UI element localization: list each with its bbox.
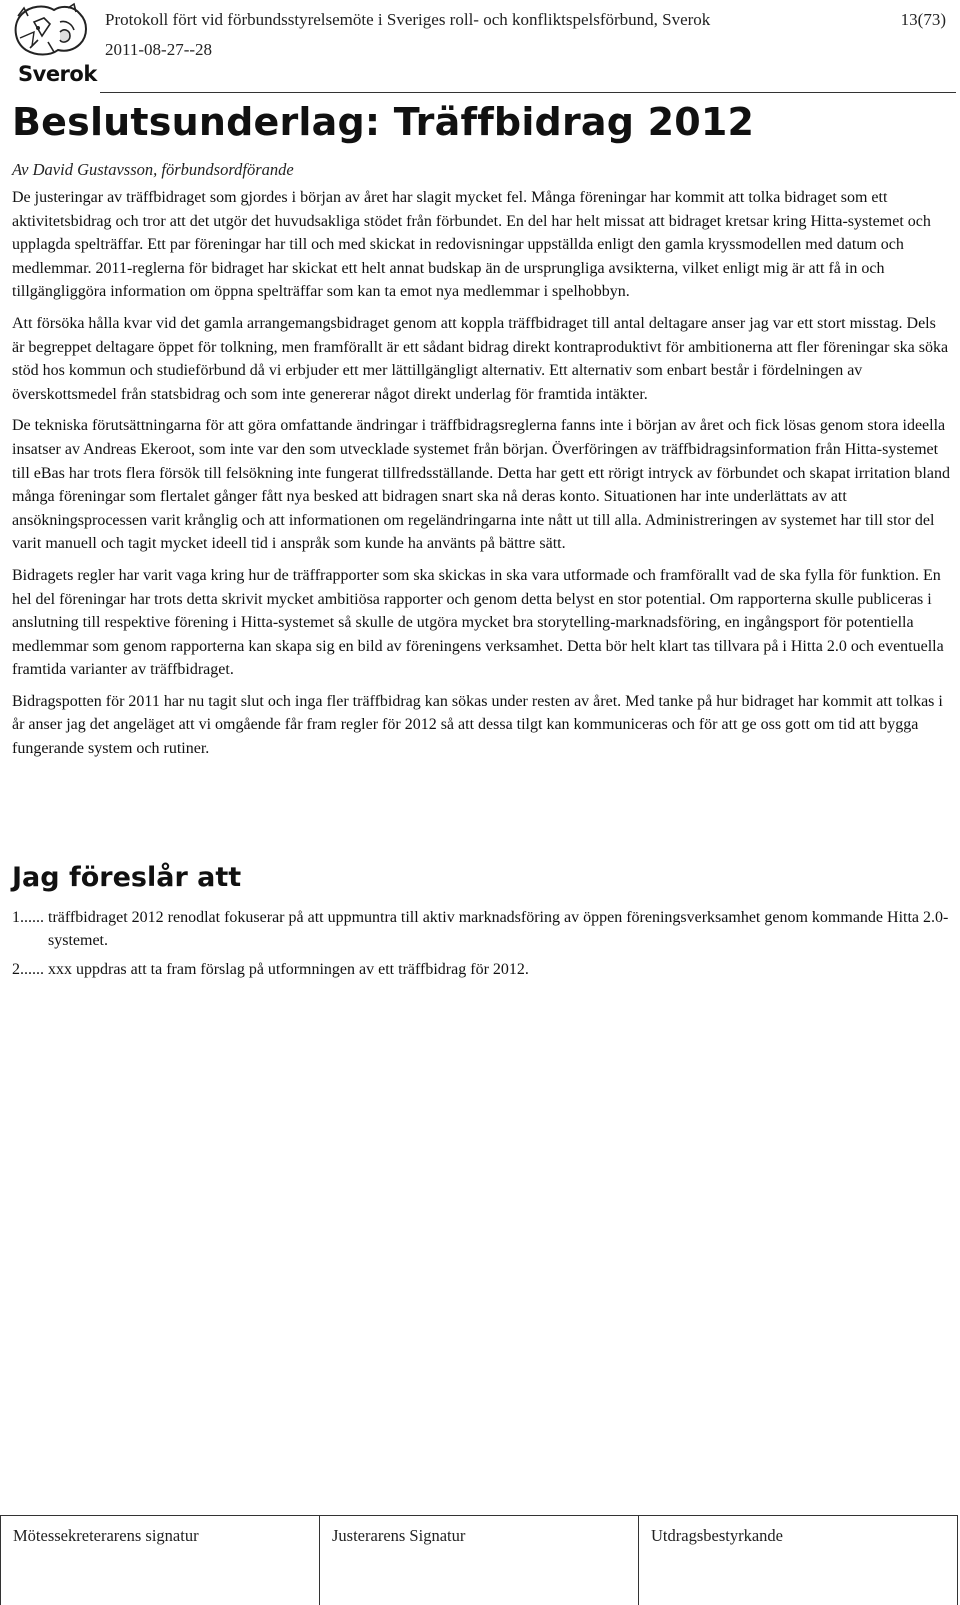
author-line: Av David Gustavsson, förbundsordförande [12,160,294,179]
paragraph: De tekniska förutsättningarna för att göra omfattande ändringar i träffbidragsreglerna fanns inte i början av året och fick lösas genom stora ideella insatser av Andreas Ekeroot, som inte var den som utvecklade systemet från början. Överföringen av träffbidragsinformation från Hitta-systemet till eBas har trots flera försök till felsökning inte fungerat tillfredsställande. Detta har gett ett rörigt intryck av förbundet och skapat irritation bland många föreningar som flertalet gånger fått nya besked att bidragen snart ska nå deras konto. Situationen har inte underlättats av att ansökningsprocessen varit krånglig och att informationen om regeländringarna inte nått ut till alla. Administreringen av systemet har till stor del varit manuell och tagit mycket ideell tid i anspråk som kunde ha använts på bättre sätt. [12,417,950,553]
paragraph: Bidragets regler har varit vaga kring hur de träffrapporter som ska skickas in ska vara utformade och framförallt vad de ska fylla för funktion. En hel del föreningar har trots detta skrivit mycket ambitiösa rapporter och genom detta belyst en stor potential. Om rapporterna skulle publiceras i anslutning till respektive förening i Hitta-systemet så skulle de utgöra mycket bra storytelling-marknadsföring, en ingångsport för potentiella medlemmar som genom rapporterna kan skapa sig en bild av föreningens verksamhet. Detta bör helt klart tas tillvara på i Hitta 2.0 och eventuella framtida varianter av träffbidraget. [12,566,944,679]
signature-secretary: Mötessekreterarens signatur [1,1516,320,1605]
list-item [12,958,950,981]
proposal-list [12,906,950,987]
header-divider [100,92,956,93]
paragraph: Bidragspotten för 2011 har nu tagit slut och inga fler träffbidrag kan sökas under resten av året. Med tanke på hur bidraget har kommit att tolkas i år anser jag det angeläget att vi omgående får fram regler för 2012 så att dessa tilgt kan kommuniceras och för att ge oss gott om tid att bygga fungerande system och rutiner. [12,692,943,758]
logo-wordmark: Sverok [18,62,97,86]
dragon-icon [8,2,96,64]
paragraph: Att försöka hålla kvar vid det gamla arrangemangsbidraget genom att koppla träffbidraget till antal deltagare anser jag var ett stort misstag. Dels är begreppet deltagare öppet för tolkning, men framförallt är ett sådant bidrag direkt kontraproduktivt för ambitionerna att fler föreningar ska söka stöd hos kommun och studieförbund då vi erbjuder ett mer lättillgängligt alternativ. Ett alternativ som enbart består i fördelningen av överskottsmedel från statsbidrag och som inte genererar något direkt underlag för framtida intäkter. [12,314,949,403]
list-text: xxx uppdras att ta fram förslag på utformningen av ett träffbidrag för 2012. [48,961,529,978]
header-date: 2011-08-27--28 [105,40,213,59]
page-number: 13(73) [900,10,946,29]
document-body [12,186,950,769]
list-item [12,906,950,952]
header-title: Protokoll fört vid förbundsstyrelsemöte i Sveriges roll- och konfliktspelsförbund, Sverok [105,10,711,29]
signature-certifier: Utdragsbestyrkande [651,1526,783,1545]
document-heading: Beslutsunderlag: Träffbidrag 2012 [12,100,755,144]
signature-adjuster: Justerarens Signatur [320,1516,639,1605]
list-number: 2...... [12,961,44,978]
paragraph: De justeringar av träffbidraget som gjordes i början av året har slagit mycket fel. Många föreningar har kommit att tolka bidraget som ett aktivitetsbidrag och tror att det utgör det huvudsakliga stödet från förbundet. En del har helt missat att bidraget kretsar kring Hitta-systemet och upplagda spelträffar. Ett par föreningar har till och med skickat in redovisningar uppställda enligt den gamla kryssmodellen med datum och medlemmar. 2011-reglerna för bidraget har skickat ett helt annat budskap än de ursprungliga avsikterna, vilket enligt mig är att få in och tillgängliggöra information om öppna spelträffar som kan ta emot nya medlemmar i spelhobbyn. [12,189,931,301]
sverok-logo [8,2,96,84]
list-text: träffbidraget 2012 renodlat fokuserar på att uppmuntra till aktiv marknadsföring av öppen föreningsverksamhet genom kommande Hitta 2.0-systemet. [48,909,949,949]
signature-table [0,1515,958,1605]
proposal-heading: Jag föreslår att [12,862,242,893]
list-number: 1...... [12,909,44,926]
